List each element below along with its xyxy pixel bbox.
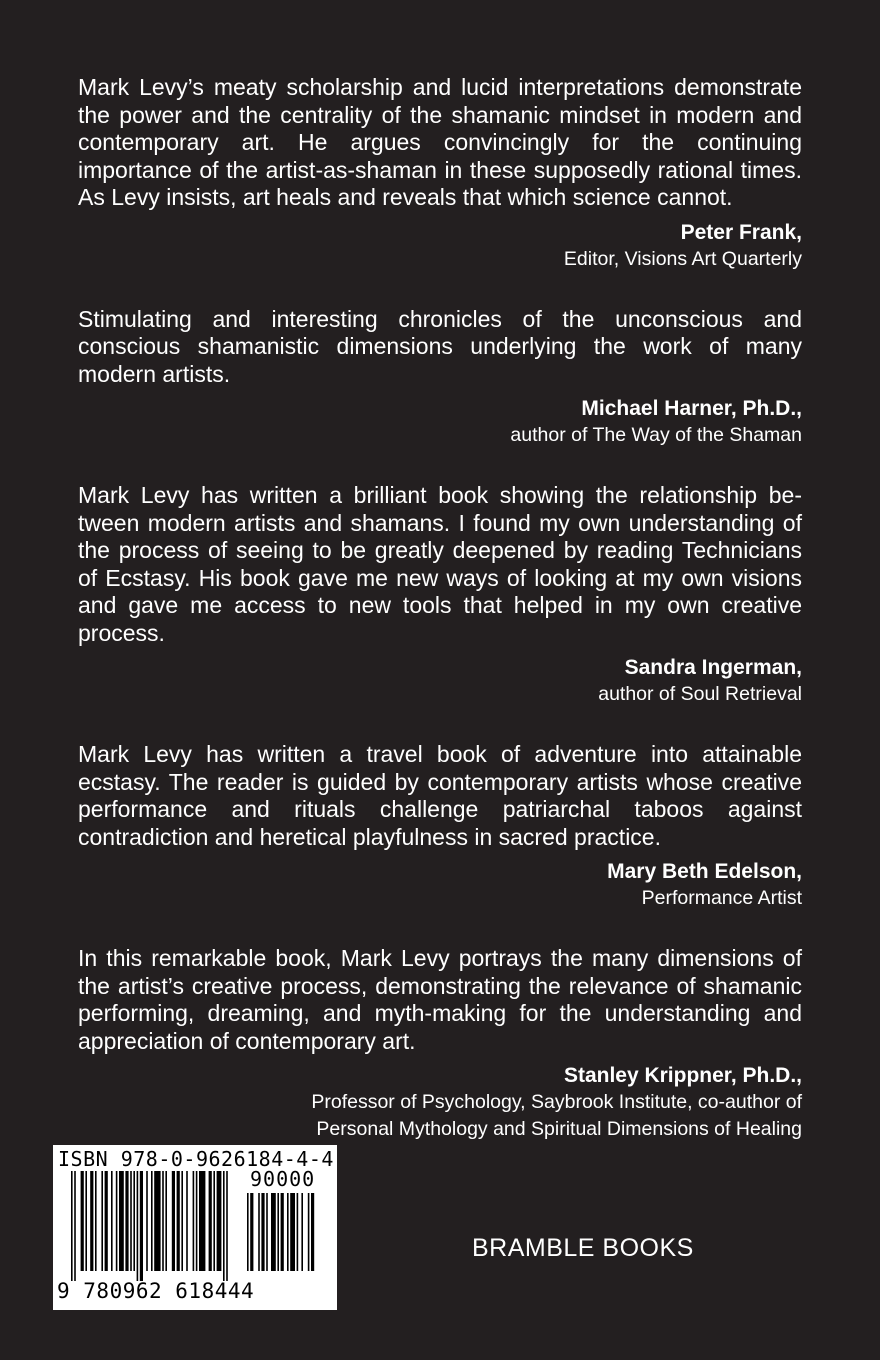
endorsement-stanley-krippner (78, 945, 802, 1143)
endorsement-sandra-ingerman (78, 482, 802, 708)
barcode-bar (101, 1171, 103, 1271)
barcode-bar (261, 1193, 264, 1271)
ean-digits: 9 780962 618444 (57, 1279, 255, 1303)
barcode-bar (196, 1171, 198, 1271)
barcode-bar (71, 1171, 73, 1281)
barcode-bar (90, 1171, 93, 1271)
endorser-name: Mary Beth Edelson, (607, 860, 802, 883)
blurb-text: In this remarkable book, Mark Levy portrays the many dimensions of the artist’s creative process, demonstrating the relevance of shamanic performing, dreaming, and myth-making for the understanding and appreciation of contemporary art. (78, 945, 802, 1054)
barcode-bar (287, 1193, 289, 1271)
barcode-bar (130, 1171, 132, 1271)
blurb-text: Mark Levy has written a travel book of adventure into attainable ecstasy. The reader is guided by contemporary artists whose creative performance and rituals challenge patriarchal taboos against contradiction and heretical playfulness in sacred practice. (78, 741, 802, 850)
publisher-imprint: BRAMBLE BOOKS (472, 1234, 694, 1262)
endorsement-michael-harner (78, 306, 802, 450)
barcode-bar (186, 1171, 188, 1271)
barcode-bar (111, 1171, 113, 1271)
barcode-bar (258, 1193, 260, 1271)
barcode-bar (213, 1171, 215, 1271)
endorser-name: Stanley Krippner, Ph.D., (563, 1064, 802, 1087)
price-code: 90000 (250, 1167, 316, 1191)
barcode-bar (177, 1171, 180, 1271)
barcode-bar (247, 1193, 249, 1271)
endorsements (78, 74, 802, 1176)
endorser-role-continued: Personal Mythology and Spiritual Dimensions of Healing (316, 1118, 802, 1140)
barcode-bar (277, 1193, 279, 1271)
barcode-bar (181, 1171, 183, 1271)
endorser-role: Professor of Psychology, Saybrook Institute, co-author of (311, 1091, 802, 1113)
isbn-barcode (53, 1145, 337, 1310)
barcode-bar (223, 1171, 225, 1281)
barcode-bar (172, 1171, 175, 1271)
endorser-name: Michael Harner, Ph.D., (581, 397, 802, 420)
barcode-bar (199, 1171, 205, 1271)
barcode-bar (74, 1171, 76, 1281)
barcode-bar (311, 1193, 314, 1271)
barcode-bar (281, 1193, 284, 1271)
endorser-name: Sandra Ingerman, (624, 656, 802, 679)
endorser-name: Peter Frank, (680, 220, 802, 244)
barcode-bar (119, 1171, 124, 1271)
isbn-label: ISBN 978-0-9626184-4-4 (58, 1147, 334, 1171)
barcode-bar (85, 1171, 87, 1271)
barcode-bar (297, 1193, 299, 1271)
barcode-bar (162, 1171, 164, 1271)
barcode-bar (154, 1171, 160, 1271)
barcode-bar (193, 1171, 195, 1271)
barcode-bar (151, 1171, 153, 1271)
barcode-bar (165, 1171, 167, 1271)
barcode-bar (226, 1171, 228, 1281)
barcode-bar (137, 1171, 139, 1281)
barcode-bar (209, 1171, 212, 1271)
barcode-bar (133, 1171, 135, 1271)
barcode-bar (125, 1171, 128, 1271)
barcode-bar (116, 1171, 118, 1271)
barcode-bar (140, 1171, 143, 1281)
endorser-role: Editor, Visions Art Quarterly (563, 247, 802, 270)
barcode-bar (217, 1171, 222, 1271)
barcode-bar (290, 1193, 295, 1271)
endorser-role: author of Soul Retrieval (598, 683, 802, 705)
addon-bars (247, 1193, 331, 1281)
blurb-text: Mark Levy has written a brilliant book showing the relationship between modern artists and shamans. I found my own understanding of the process of seeing to be greatly deepened by reading Technicians of Ecstasy. His book gave me new ways of looking at my own visions and gave me access to new tools that helped in my own creative process. (78, 482, 802, 646)
barcode-bar (301, 1193, 303, 1271)
ean-bars (71, 1171, 241, 1283)
barcode-bar (81, 1171, 84, 1271)
barcode-bar (266, 1193, 268, 1271)
blurb-text: Stimulating and interesting chronicles of the unconscious and conscious shamanistic dimensions underlying the work of many modern artists. (78, 305, 802, 387)
barcode-bar (95, 1171, 97, 1271)
barcode-bar (271, 1193, 276, 1271)
endorser-role: author of The Way of the Shaman (510, 424, 802, 446)
endorsement-peter-frank (78, 74, 802, 273)
barcode-bar (105, 1171, 108, 1271)
barcode-bar (250, 1193, 253, 1271)
blurb-text: Mark Levy’s meaty scholarship and lucid interpretations demonstrate the power and the centrality of the shamanic mindset in modern and contemporary art. He argues convincingly for the continuing importance of the artist-as-shaman in these supposedly rational times. As Levy insists, art heals and reveals that which science cannot. (78, 74, 802, 210)
barcode-bar (146, 1171, 148, 1271)
endorser-role: Performance Artist (641, 887, 802, 909)
barcode-bar (308, 1193, 310, 1271)
endorsement-mary-beth-edelson (78, 741, 802, 912)
